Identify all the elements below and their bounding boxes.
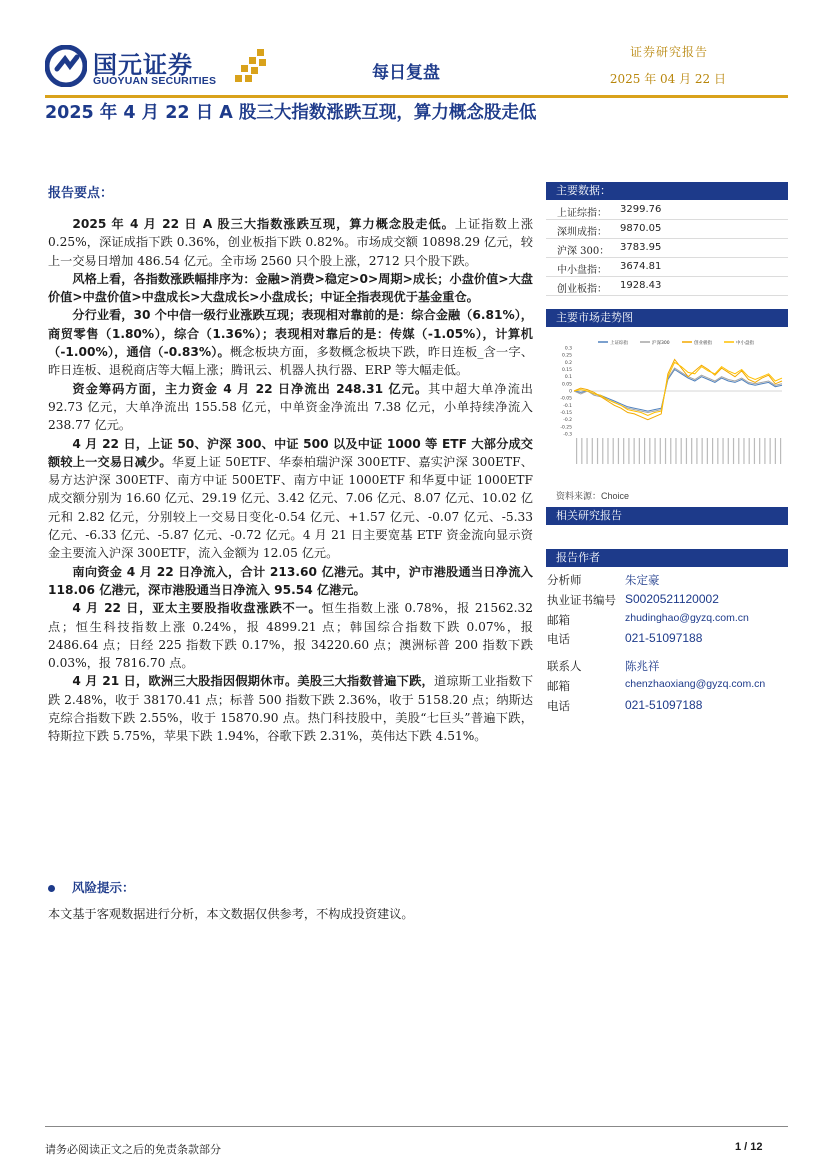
key-data-row: [557, 204, 662, 219]
email-label: 邮箱: [547, 679, 570, 693]
chart-plot-area: [574, 360, 782, 420]
x-tick-label: [780, 438, 781, 464]
y-tick-label: -0.15: [560, 411, 572, 416]
risk-heading-label: 风险提示：: [72, 880, 135, 895]
phone-label: 电话: [547, 632, 570, 646]
x-tick-label: [654, 438, 655, 464]
company-logo: [45, 43, 275, 95]
analyst-name: 朱定豪: [625, 573, 660, 587]
email-label: 邮箱: [547, 613, 570, 627]
paragraph: [48, 672, 533, 745]
x-tick-label: [764, 438, 765, 464]
bullet-icon: [48, 885, 55, 892]
x-tick-label: [644, 438, 645, 464]
y-tick-label: -0.2: [563, 418, 572, 424]
series-line: [574, 360, 782, 420]
key-data-row: [557, 280, 662, 295]
paragraph-lead: 资金筹码方面，主力资金 4 月 22 日净流出 248.31 亿元。: [72, 381, 429, 396]
y-tick-label: 0.1: [564, 375, 572, 381]
x-tick-label: [675, 438, 676, 464]
divider: [546, 257, 788, 258]
x-tick-label: [613, 438, 614, 464]
contact-label: 联系人: [547, 659, 582, 673]
x-tick-label: [749, 438, 750, 464]
email-row: [547, 612, 749, 628]
footer-disclaimer: 请务必阅读正文之后的免责条款部分: [45, 1143, 221, 1156]
paragraph-lead: 风格上看，各指数涨跌幅排序为：金融>消费>稳定>0>周期>成长；小盘价值>大盘价值>中盘价值>中盘成长>大盘成长>小盘成长；中证全指表现优于基金重仓。: [48, 271, 533, 305]
paragraph-lead: 南向资金 4 月 22 日净流入，合计 213.60 亿港元。其中，沪市港股通当日净流入 118.06 亿港元，深市港股通当日净流入 95.54 亿港元。: [48, 564, 533, 597]
chart-heading: 主要市场走势图: [546, 309, 788, 327]
email-row: [547, 678, 766, 694]
key-data-label: 深圳成指：: [557, 227, 607, 238]
x-tick-label: [733, 438, 734, 464]
key-data-row: [557, 223, 662, 238]
phone-row: [547, 631, 703, 647]
x-tick-label: [665, 438, 666, 464]
phone-label: 电话: [547, 699, 570, 713]
x-tick-label: [722, 438, 723, 464]
x-tick-label: [602, 438, 603, 464]
key-data-heading: 主要数据：: [546, 182, 788, 200]
analyst-phone: 021-51097188: [625, 631, 703, 645]
x-tick-label: [597, 438, 598, 464]
analyst-label: 分析师: [547, 573, 582, 587]
key-data-value: 3783.95: [620, 242, 662, 253]
paragraph-lead: 4 月 22 日，亚太主要股指收盘涨跌不一。: [72, 601, 322, 616]
risk-text: 本文基于客观数据进行分析，本文数据仅供参考，不构成投资建议。: [48, 907, 414, 921]
chart-x-ticks: [576, 438, 781, 464]
divider: [546, 219, 788, 220]
contact-phone: 021-51097188: [625, 698, 703, 712]
logo-chinese-name: 国元证券: [93, 51, 193, 79]
legend-label: 上证综指: [610, 341, 628, 346]
guoyuan-logo-icon: [45, 45, 87, 87]
report-date: 2025 年 04 月 22 日: [609, 72, 726, 86]
x-tick-label: [691, 438, 692, 464]
x-tick-label: [639, 438, 640, 464]
x-tick-label: [728, 438, 729, 464]
report-type: 证券研究报告: [629, 45, 708, 59]
key-data-label: 上证综指：: [557, 208, 607, 219]
risk-heading: [48, 878, 135, 896]
chart-source-prefix: 资料来源：: [556, 492, 602, 502]
y-tick-label: -0.05: [560, 396, 572, 402]
summary-heading: 报告要点：: [48, 186, 114, 201]
x-tick-label: [670, 438, 671, 464]
x-tick-label: [649, 438, 650, 464]
paragraph-text: 恒生指数上涨 0.78%，报 21562.32 点；恒生科技指数上涨 0.24%，报 4899.21 点；韩国综合指数下跌 0.07%，报 2486.64 点；日经 225 指数下跌 0.17%，报 34220.60 点；澳洲标普 200 指数下跌 0.03%，报 7816.70 点。: [48, 601, 533, 671]
x-tick-label: [607, 438, 608, 464]
logo-english-name: GUOYUAN SECURITIES: [93, 75, 217, 87]
legend-label: 沪深300: [652, 341, 670, 346]
x-tick-label: [743, 438, 744, 464]
divider: [546, 276, 788, 277]
x-tick-label: [586, 438, 587, 464]
paragraph-text: 上证指数上涨 0.25%，深证成指下跌 0.36%，创业板指下跌 0.82%。市场成交额 10898.29 亿元，较上一交易日增加 486.54 亿元。全市场 2560 只个股上涨，2712 只个股下跌。: [48, 217, 534, 268]
divider: [546, 295, 788, 296]
report-category: 每日复盘: [372, 63, 440, 83]
authors-heading: 报告作者: [546, 549, 788, 567]
paragraph-text: 概念板块方面，多数概念板块下跌，昨日连板_含一字、昨日连板、退税商店等大幅上涨；腾讯云、机器人执行器、ERP 等大幅走低。: [48, 345, 534, 378]
paragraph-text: 其中超大单净流出 92.73 亿元，大单净流出 155.58 亿元，中单资金净流出 7.38 亿元，小单持续净流入 238.77 亿元。: [48, 381, 533, 433]
header-divider: [45, 95, 788, 98]
footer-divider: [45, 1126, 788, 1127]
x-tick-label: [717, 438, 718, 464]
x-tick-label: [660, 438, 661, 464]
paragraph: [48, 380, 533, 435]
key-data-row: [557, 261, 662, 276]
x-tick-label: [618, 438, 619, 464]
chart-y-axis: [560, 346, 782, 438]
contact-row: [547, 658, 660, 674]
series-line: [574, 368, 782, 412]
legend-label: 中小盘指: [736, 341, 754, 346]
phone-row: [547, 698, 703, 714]
chart-source-name: Choice: [601, 491, 630, 501]
paragraph-text: 道琼斯工业指数下跌 2.48%，收于 38170.41 点；标普 500 指数下跌 2.36%，收于 5158.20 点；纳斯达克综合指数下跌 2.55%，收于 15870.90 点。热门科技股中，美股“七巨头”普遍下跌，特斯拉下跌 5.75%，苹果下跌 1.94%，谷歌下跌 2.31%，英伟达下跌 4.51%。: [48, 674, 534, 744]
key-data-value: 9870.05: [620, 223, 662, 234]
paragraph-lead: 4 月 22 日，上证 50、沪深 300、中证 500 以及中证 1000 等 ETF 大部分成交额较上一交易日减少。: [48, 436, 533, 469]
logo-decoration-icon: [233, 47, 273, 87]
market-trend-chart: [550, 336, 788, 486]
x-tick-label: [754, 438, 755, 464]
y-tick-label: 0.05: [561, 382, 572, 388]
legend-label: 创业板指: [694, 341, 712, 346]
y-tick-label: -0.1: [563, 403, 572, 409]
key-data-label: 沪深 300：: [557, 246, 610, 257]
page-number: 1 / 12: [735, 1141, 763, 1153]
paragraph: [48, 599, 533, 672]
key-data-value: 1928.43: [620, 280, 662, 291]
license-row: [547, 592, 719, 608]
y-tick-label: 0.3: [564, 346, 572, 352]
x-tick-label: [775, 438, 776, 464]
x-tick-label: [634, 438, 635, 464]
x-tick-label: [770, 438, 771, 464]
contact-name: 陈兆祥: [625, 659, 660, 673]
y-tick-label: 0: [569, 389, 572, 395]
page-title: 2025 年 4 月 22 日 A 股三大指数涨跌互现，算力概念股走低: [45, 103, 537, 123]
x-tick-label: [712, 438, 713, 464]
series-line: [574, 370, 782, 412]
x-tick-label: [686, 438, 687, 464]
x-tick-label: [628, 438, 629, 464]
paragraph: [48, 435, 533, 563]
license-label: 执业证书编号: [547, 593, 616, 607]
key-data-value: 3299.76: [620, 204, 662, 215]
contact-email-link[interactable]: chenzhaoxiang@gyzq.com.cn: [625, 678, 766, 690]
paragraph: [48, 306, 533, 379]
x-tick-label: [707, 438, 708, 464]
x-tick-label: [623, 438, 624, 464]
x-tick-label: [592, 438, 593, 464]
y-tick-label: 0.25: [561, 353, 572, 359]
y-tick-label: -0.3: [563, 432, 572, 438]
key-data-label: 创业板指：: [557, 284, 607, 295]
x-tick-label: [696, 438, 697, 464]
x-tick-label: [759, 438, 760, 464]
key-data-row: [557, 242, 662, 257]
x-tick-label: [581, 438, 582, 464]
paragraph: [48, 563, 533, 600]
chart-source: [556, 489, 629, 502]
analyst-row: [547, 572, 660, 588]
x-tick-label: [681, 438, 682, 464]
chart-legend: [598, 339, 754, 346]
key-data-label: 中小盘指：: [557, 265, 607, 276]
y-tick-label: 0.15: [561, 368, 572, 373]
divider: [546, 238, 788, 239]
license-number: S0020521120002: [625, 592, 719, 606]
y-tick-label: 0.2: [564, 360, 572, 366]
paragraph-text: 华夏上证 50ETF、华泰柏瑞沪深 300ETF、嘉实沪深 300ETF、易方达沪深 300ETF、南方中证 500ETF、南方中证 1000ETF 和华夏中证 1000ETF 成交额分别为 16.60 亿元、29.19 亿元、3.42 亿元、7.06 亿元、8.07 亿元、10.02 亿元和 2.82 亿元，分别较上一交易日变化-0.54 亿元、+1.57 亿元、-0.07 亿元、-5.33 亿元、-6.33 亿元、-5.87 亿元、-0.72 亿元。4 月 21 日主要宽基 ETF 资金流向显示资金主要流入沪深 300ETF，流入金额为 12.05 亿元。: [48, 454, 533, 561]
paragraph: [48, 270, 533, 307]
paragraph: [48, 215, 533, 270]
related-reports-heading: 相关研究报告: [546, 507, 788, 525]
x-tick-label: [702, 438, 703, 464]
y-tick-label: -0.25: [560, 425, 572, 431]
paragraph-lead: 分行业看，30 个中信一级行业涨跌互现；表现相对靠前的是：综合金融（6.81%），商贸零售（1.80%），综合（1.36%）；表现相对靠后的是：传媒（-1.05%），计算机（-1.00%），通信（-0.83%）。: [48, 308, 533, 360]
paragraph-lead: 2025 年 4 月 22 日 A 股三大指数涨跌互现，算力概念股走低。: [72, 217, 455, 231]
key-data-value: 3674.81: [620, 261, 662, 272]
summary-body: [48, 215, 533, 746]
x-tick-label: [576, 438, 577, 464]
analyst-email-link[interactable]: zhudinghao@gyzq.com.cn: [625, 612, 749, 624]
paragraph-lead: 4 月 21 日，欧洲三大股指因假期休市。美股三大指数普遍下跌，: [72, 674, 434, 689]
x-tick-label: [738, 438, 739, 464]
